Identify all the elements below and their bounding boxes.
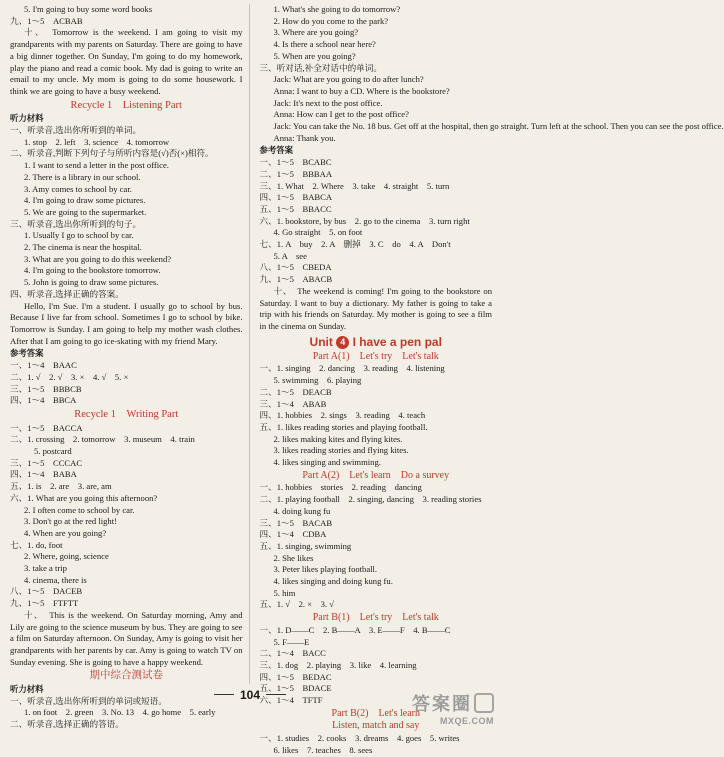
essay-paragraph: 十、 The weekend is coming! I'm going to the bookstore on Saturday. I want to buy a dictionary. My father is going to take a trip with his friends on Saturday. My mother is going to see a film in the cinema on Sunday. — [259, 285, 492, 331]
answer-line: 5. him — [273, 587, 296, 598]
section-title: Recycle 1 Writing Part — [74, 408, 179, 420]
page-number-dash-right — [266, 694, 286, 695]
section-title: Recycle 1 Listening Part — [70, 99, 182, 111]
answer-line: 六、1. What are you going this afternoon? — [10, 492, 158, 503]
answer-line: 四、1. hobbies 2. sings 3. reading 4. teach — [259, 410, 426, 421]
answer-line: 3. Amy comes to school by car. — [24, 183, 132, 194]
page-number-dash-left — [214, 694, 234, 695]
answer-line: 5. John is going to draw some pictures. — [24, 277, 159, 288]
answer-line: 九、1～5 FTFTT — [10, 598, 79, 609]
part-title: Part B(2) Let's learn — [331, 707, 420, 719]
answer-line: 3. Don't go at the red light! — [24, 516, 117, 527]
answer-line: 一、1～5 BACCA — [10, 422, 83, 433]
answer-line: 四、1～5 BEDAC — [259, 671, 332, 682]
answer-line: 二、1. crossing 2. tomorrow 3. museum 4. train — [10, 434, 195, 445]
essay-paragraph: 十、 Tomorrow is the weekend. I am going to visit my grandparents with my parents on Saturday. There are going to have a big dinner together. On Sunday, I'm going to do my homework, play the piano and read a comic book. My dad is going to write an email to my uncle. My mom is going to do some housework. I think we are going to have a busy weekend. — [10, 27, 243, 96]
answer-line: 一、听录音,选出你所听到的单词。 — [10, 125, 142, 136]
answer-line: 一、1～4 BAAC — [10, 360, 77, 371]
answer-line: 5. We are going to the supermarket. — [24, 206, 147, 217]
answer-line: 三、1. dog 2. playing 3. like 4. learning — [259, 659, 417, 670]
answer-line: 三、1～4 ABAB — [259, 398, 327, 409]
watermark-url: MXQE.COM — [439, 716, 494, 726]
answer-line: 八、1～5 DACEB — [10, 586, 83, 597]
page-number-text: 104 — [239, 688, 261, 702]
essay-paragraph: Hello, I'm Sue. I'm a student. I usually go to school by bus. Because I live far from school. Sometimes I go to school by bike. Tomorrow is Sunday. I am going to help my mother wash clothes. After that I am going to go ice-skating with my friend Mary. — [10, 300, 243, 346]
answer-line: 6. likes 7. teaches 8. sees — [273, 744, 373, 755]
answer-line: 3. Where are you going? — [273, 27, 359, 38]
answer-line: 3. take a trip — [24, 563, 67, 574]
answer-line: 五、1. likes reading stories and playing football. — [259, 421, 428, 432]
answer-line: Anna: Thank you. — [273, 132, 336, 143]
answer-line: 二、听录音,判断下列句子与所听内容是(√)否(×)相符。 — [10, 148, 214, 159]
answer-line: 三、听录音,选出你所听到的句子。 — [10, 218, 142, 229]
answer-line: 二、1～5 DEACB — [259, 386, 332, 397]
answer-line: 四、1～4 BBCA — [10, 395, 77, 406]
answer-line: 九、1～5 ABACB — [259, 274, 333, 285]
answer-line: 三、听对话,补全对话中的单词。 — [259, 62, 382, 73]
watermark-text: 答案圈 — [412, 694, 472, 714]
answer-line: 三、1～5 CCCAC — [10, 457, 83, 468]
answer-line: 4. I'm going to draw some pictures. — [24, 195, 146, 206]
section-heading: 参考答案 — [259, 145, 293, 156]
answer-line: 2. I often come to school by car. — [24, 504, 135, 515]
answer-line: 5. I'm going to buy some word books — [24, 4, 153, 14]
answer-line: 4. I'm going to the bookstore tomorrow. — [24, 265, 161, 276]
answer-line: 六、1. bookstore, by bus 2. go to the cinema 3. turn right — [259, 215, 470, 226]
answer-line: 四、听录音,选择正确的答案。 — [10, 288, 124, 299]
answer-line: 九、1～5 ACBAB — [10, 15, 83, 26]
answer-line: 七、1. do, foot — [10, 539, 63, 550]
answer-line: 三、1～5 BACAB — [259, 517, 333, 528]
answer-line: 3. Peter likes playing football. — [273, 564, 378, 575]
part-title: Part B(1) Let's try Let's talk — [312, 612, 439, 624]
section-heading: 参考答案 — [10, 348, 44, 359]
part-title: Listen, match and say — [332, 720, 420, 732]
answer-line: 四、1～5 BABCA — [259, 192, 333, 203]
answer-line: 5. postcard — [34, 446, 72, 457]
watermark — [412, 690, 494, 726]
answer-line: 1. on foot 2. green 3. No. 13 4. go home 5. early — [24, 707, 216, 718]
answer-line: Anna: I want to buy a CD. Where is the bookstore? — [273, 85, 450, 96]
answer-line: 一、1. studies 2. cooks 3. dreams 4. goes 5. writes — [259, 733, 460, 744]
answer-line: 五、1. is 2. are 3. are, am — [10, 481, 112, 492]
answer-line: 四、1～4 CDBA — [259, 529, 327, 540]
answer-line: 二、1. playing football 2. singing, dancing 3. reading stories — [259, 494, 482, 505]
answer-line: 5. swimming 6. playing — [273, 375, 362, 386]
answer-line: Anna: How can I get to the post office? — [273, 109, 409, 120]
unit-name: I have a pen pal — [352, 334, 442, 349]
watermark-logo-icon — [474, 693, 494, 713]
answer-line: 2. likes making kites and flying kites. — [273, 433, 403, 444]
answer-line: 1. What's she going to do tomorrow? — [273, 4, 401, 14]
answer-line: Jack: It's next to the post office. — [273, 97, 383, 108]
answer-line: 四、1～4 BABA — [10, 469, 77, 480]
answer-line: 八、1～5 CBEDA — [259, 262, 332, 273]
part-title: Part A(2) Let's learn Do a survey — [302, 469, 450, 481]
answer-line: 4. likes singing and swimming. — [273, 457, 381, 468]
answer-line: 3. likes reading stories and flying kites. — [273, 445, 409, 456]
answer-line: 一、1. D——C 2. B——A 3. E——F 4. B——C — [259, 624, 451, 635]
answer-line: 4. When are you going? — [24, 527, 107, 538]
section-heading: 听力材料 — [10, 684, 44, 695]
answer-line: 5. F——E — [273, 636, 310, 647]
answer-line: 4. likes singing and doing kung fu. — [273, 576, 393, 587]
answer-line: 1. stop 2. left 3. science 4. tomorrow — [24, 136, 170, 147]
answer-line: 2. How do you come to the park? — [273, 15, 389, 26]
answer-line: 六、1～4 TFTF — [259, 695, 323, 706]
unit-prefix: Unit — [309, 334, 333, 349]
answer-line: 4. cinema, there is — [24, 574, 87, 585]
answer-line: 二、1～4 BACC — [259, 648, 326, 659]
answer-line: 5. When are you going? — [273, 50, 356, 61]
part-title: Part A(1) Let's try Let's talk — [312, 350, 439, 362]
unit-number-badge: 4 — [336, 336, 349, 349]
answer-line: 1. Usually I go to school by car. — [24, 230, 134, 241]
answer-line: 4. Go straight 5. on foot — [273, 227, 363, 238]
answer-line: 二、听录音,选择正确的答语。 — [10, 719, 124, 730]
answer-line: 三、1～5 BBBCB — [10, 383, 82, 394]
answer-line: 五、1. √ 2. × 3. √ — [259, 599, 334, 610]
answer-line: 二、1. √ 2. √ 3. × 4. √ 5. × — [10, 371, 129, 382]
answer-line: Jack: You can take the No. 18 bus. Get off at the hospital, then go straight. Turn left at the school. Then you can see the post office. — [273, 121, 724, 132]
answer-line: 三、1. What 2. Where 3. take 4. straight 5. turn — [259, 180, 450, 191]
section-heading: 听力材料 — [10, 113, 44, 124]
answer-line: 3. What are you going to do this weekend? — [24, 253, 172, 264]
answer-line: 4. doing kung fu — [273, 505, 331, 516]
answer-line: 五、1～5 BDACE — [259, 683, 332, 694]
essay-paragraph: 十、 This is the weekend. On Saturday morning, Amy and Lily are going to the science museum by bus. They are going to see a film on Saturday afternoon. On Sunday, Amy is going to visit her grandparents with her parents by car. Amy is going to watch TV on Sunday evening. She is going to have a happy weekend. — [10, 609, 243, 667]
answer-line: Jack: What are you going to do after lunch? — [273, 74, 424, 85]
answer-line: 2. The cinema is near the hospital. — [24, 242, 142, 253]
answer-line: 七、1. A buy 2. A 删掉 3. C do 4. A Don't — [259, 239, 451, 250]
answer-line: 五、1～5 BBACC — [259, 203, 332, 214]
answer-line: 2. She likes — [273, 552, 314, 563]
answer-line: 五、1. singing, swimming — [259, 540, 352, 551]
answer-line: 一、1～5 BCABC — [259, 157, 332, 168]
answer-line: 2. There is a library in our school. — [24, 171, 141, 182]
answer-line: 二、1～5 BBBAA — [259, 168, 333, 179]
answer-line: 一、听录音,选出你所听到的单词或短语。 — [10, 695, 167, 706]
unit-title — [260, 336, 493, 349]
section-title: 期中综合测试卷 — [89, 670, 163, 682]
answer-line: 1. I want to send a letter in the post office. — [24, 160, 169, 171]
answer-line: 5. A see — [273, 250, 307, 261]
answer-line: 一、1. hobbies stories 2. reading dancing — [259, 482, 422, 493]
answer-line: 2. Where, going, science — [24, 551, 109, 562]
answer-line: 4. Is there a school near here? — [273, 39, 376, 50]
answer-line: 一、1. singing 2. dancing 3. reading 4. listening — [259, 363, 445, 374]
